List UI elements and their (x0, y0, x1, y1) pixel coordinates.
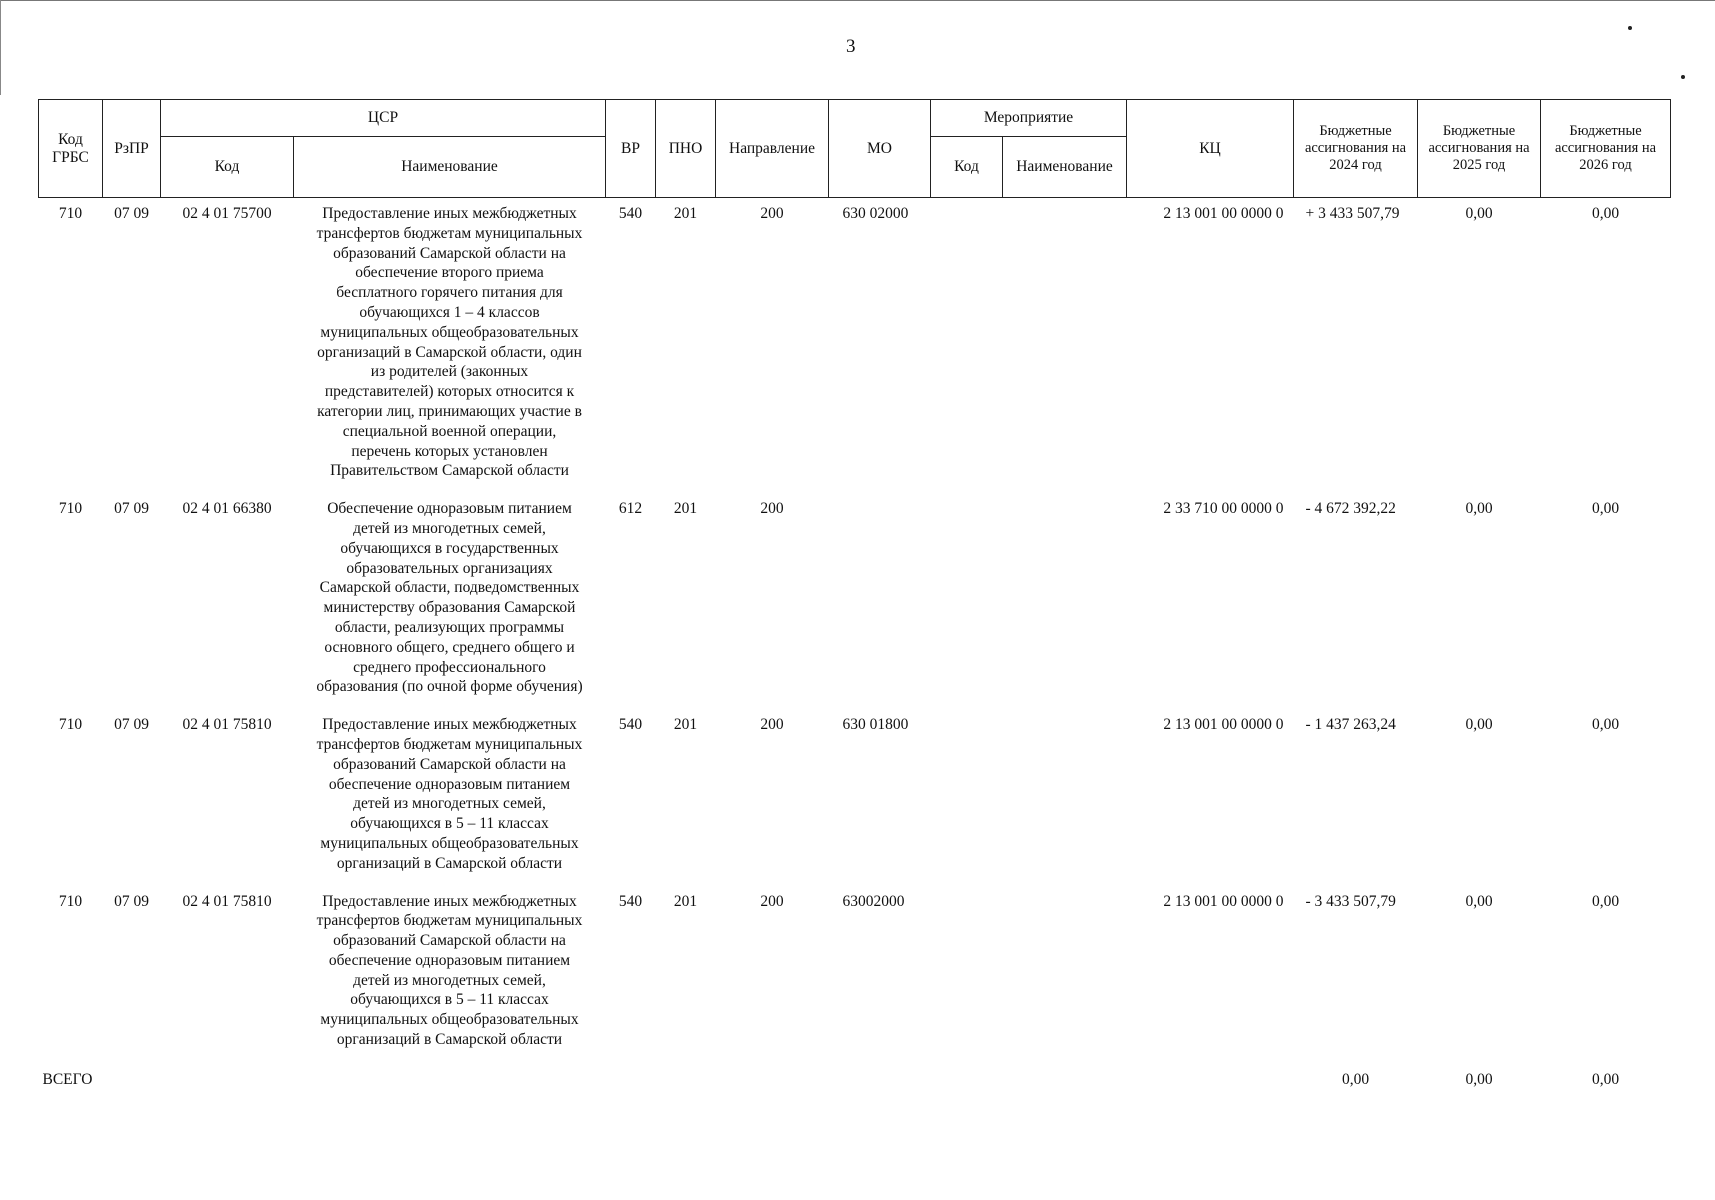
cell-budget-2026: 0,00 (1591, 716, 1620, 734)
total-row (39, 1062, 1671, 1090)
cell-event-code (931, 198, 1003, 494)
cell-pno: 201 (673, 892, 698, 910)
name-line: специальной военной операции, (342, 422, 557, 440)
table-total (39, 1062, 1671, 1090)
cell-csr-code: 02 4 01 75810 (182, 892, 272, 910)
cell-budget-2026: 0,00 (1591, 892, 1620, 910)
name-line: трансфертов бюджетам муниципальных (316, 735, 583, 753)
header-pno: ПНО (656, 100, 716, 198)
name-line: детей из многодетных семей, (353, 971, 546, 989)
cell-budget-2024: - 1 437 263,24 (1305, 716, 1396, 734)
scan-edge-left (0, 0, 1, 95)
header-kc: КЦ (1127, 100, 1294, 198)
cell-direction: 200 (760, 500, 784, 518)
cell-direction: 200 (760, 892, 784, 910)
name-line: области, реализующих программы (334, 618, 565, 636)
name-line: из родителей (законных (370, 363, 529, 381)
cell-direction: 200 (760, 716, 784, 734)
header-vr: ВР (606, 100, 656, 198)
cell-grbs: 710 (58, 716, 83, 734)
name-line: образования (по очной форме обучения) (316, 678, 583, 696)
table-header (39, 100, 1671, 198)
name-line: обучающихся 1 – 4 классов (359, 303, 540, 321)
name-line: образований Самарской области на (333, 755, 566, 773)
name-line: Предоставление иных межбюджетных (322, 892, 577, 910)
cell-csr-code: 02 4 01 66380 (182, 500, 272, 518)
cell-event-code (931, 709, 1003, 885)
name-line: обеспечение одноразовым питанием (328, 951, 571, 969)
cell-mo: 63002000 (842, 892, 905, 910)
cell-mo (829, 493, 931, 709)
cell-direction: 200 (760, 205, 784, 222)
cell-csr-name (294, 886, 606, 1062)
cell-grbs: 710 (58, 892, 83, 910)
cell-vr: 540 (618, 892, 643, 910)
cell-rzpr: 07 09 (114, 500, 149, 518)
cell-event-name (1003, 709, 1127, 885)
cell-csr-code: 02 4 01 75810 (182, 716, 272, 734)
cell-pno: 201 (673, 205, 698, 222)
table-body (39, 198, 1671, 1062)
cell-event-name (1003, 198, 1127, 494)
name-line: Правительством Самарской области (330, 462, 569, 480)
budget-allocation-table (38, 99, 1671, 1090)
cell-event-code (931, 886, 1003, 1062)
cell-budget-2024: - 3 433 507,79 (1305, 892, 1396, 910)
name-line: муниципальных общеобразовательных (320, 323, 579, 341)
name-line: образований Самарской области на (333, 932, 566, 950)
cell-csr-name (294, 198, 606, 494)
name-line: представителей) которых относится к (324, 383, 575, 401)
name-line: муниципальных общеобразовательных (320, 1011, 579, 1029)
cell-kc: 2 13 001 00 0000 0 (1163, 205, 1284, 222)
cell-kc: 2 33 710 00 0000 0 (1163, 500, 1284, 518)
cell-kc: 2 13 001 00 0000 0 (1163, 716, 1284, 734)
cell-csr-name (294, 493, 606, 709)
cell-budget-2025: 0,00 (1465, 205, 1493, 222)
name-line: образовательных организациях (346, 559, 553, 577)
cell-event-code (931, 493, 1003, 709)
scan-edge-top (0, 0, 1715, 1)
name-line: среднего профессионального (353, 658, 546, 676)
cell-rzpr: 07 09 (114, 892, 149, 910)
name-line: бесплатного горячего питания для (336, 284, 563, 302)
header-csr-code: Код (161, 137, 294, 198)
name-line: категории лиц, принимающих участие в (317, 402, 582, 420)
header-rzpr: РзПР (103, 100, 161, 198)
cell-csr-code: 02 4 01 75700 (182, 205, 272, 222)
header-budget-2025: Бюджетные ассигнования на 2025 год (1418, 100, 1541, 198)
cell-csr-name (294, 709, 606, 885)
total-budget-2026: 0,00 (1591, 1070, 1620, 1088)
header-budget-2024: Бюджетные ассигнования на 2024 год (1294, 100, 1418, 198)
cell-vr: 540 (618, 205, 643, 222)
name-line: обучающихся в 5 – 11 классах (350, 991, 549, 1009)
header-budget-2026: Бюджетные ассигнования на 2026 год (1541, 100, 1671, 198)
cell-event-name (1003, 493, 1127, 709)
cell-pno: 201 (673, 716, 698, 734)
name-line: основного общего, среднего общего и (324, 638, 575, 656)
header-grbs: Код ГРБС (39, 100, 103, 198)
header-event-name: Наименование (1003, 137, 1127, 198)
name-line: детей из многодетных семей, (353, 519, 546, 537)
name-line: организаций в Самарской области (336, 854, 563, 872)
name-line: трансфертов бюджетам муниципальных (316, 224, 583, 242)
name-line: Предоставление иных межбюджетных (322, 716, 577, 734)
scan-speck (1628, 26, 1632, 30)
cell-rzpr: 07 09 (114, 205, 149, 222)
name-line: детей из многодетных семей, (353, 795, 546, 813)
cell-rzpr: 07 09 (114, 716, 149, 734)
table-row (39, 709, 1671, 885)
header-event: Мероприятие (931, 100, 1127, 137)
table-row (39, 493, 1671, 709)
cell-kc: 2 13 001 00 0000 0 (1163, 892, 1284, 910)
name-line: организаций в Самарской области (336, 1031, 563, 1049)
name-line: министерству образования Самарской (323, 599, 576, 617)
cell-budget-2026: 0,00 (1591, 500, 1620, 518)
total-budget-2024: 0,00 (1341, 1070, 1370, 1088)
total-budget-2025: 0,00 (1465, 1070, 1493, 1088)
scan-speck (1681, 75, 1685, 79)
name-line: Самарской области, подведомственных (319, 579, 580, 597)
header-csr: ЦСР (161, 100, 606, 137)
page-number: 3 (846, 36, 856, 57)
header-csr-name: Наименование (294, 137, 606, 198)
name-line: трансфертов бюджетам муниципальных (316, 912, 583, 930)
cell-budget-2025: 0,00 (1465, 716, 1493, 734)
name-line: Обеспечение одноразовым питанием (327, 500, 572, 518)
cell-vr: 612 (618, 500, 643, 518)
cell-grbs: 710 (58, 500, 83, 518)
cell-event-name (1003, 886, 1127, 1062)
name-line: перечень которых установлен (351, 442, 548, 460)
name-line: образований Самарской области на (333, 244, 566, 262)
cell-budget-2025: 0,00 (1465, 892, 1493, 910)
cell-grbs: 710 (58, 205, 83, 222)
header-mo: МО (829, 100, 931, 198)
cell-budget-2024: - 4 672 392,22 (1305, 500, 1396, 518)
name-line: Предоставление иных межбюджетных (322, 205, 577, 222)
cell-mo: 630 01800 (842, 716, 909, 734)
cell-pno: 201 (673, 500, 698, 518)
header-direction: Направление (716, 100, 829, 198)
name-line: обеспечение второго приема (355, 264, 544, 282)
name-line: муниципальных общеобразовательных (320, 834, 579, 852)
cell-budget-2024: + 3 433 507,79 (1305, 205, 1400, 222)
header-event-code: Код (931, 137, 1003, 198)
total-label: ВСЕГО (42, 1070, 93, 1088)
cell-budget-2026: 0,00 (1591, 205, 1620, 222)
cell-mo: 630 02000 (842, 205, 909, 222)
name-line: организаций в Самарской области, один (317, 343, 582, 361)
name-line: обучающихся в 5 – 11 классах (350, 815, 549, 833)
cell-budget-2025: 0,00 (1465, 500, 1493, 518)
name-line: обучающихся в государственных (340, 539, 559, 557)
table-row (39, 886, 1671, 1062)
cell-vr: 540 (618, 716, 643, 734)
table-row (39, 198, 1671, 494)
name-line: обеспечение одноразовым питанием (328, 775, 571, 793)
